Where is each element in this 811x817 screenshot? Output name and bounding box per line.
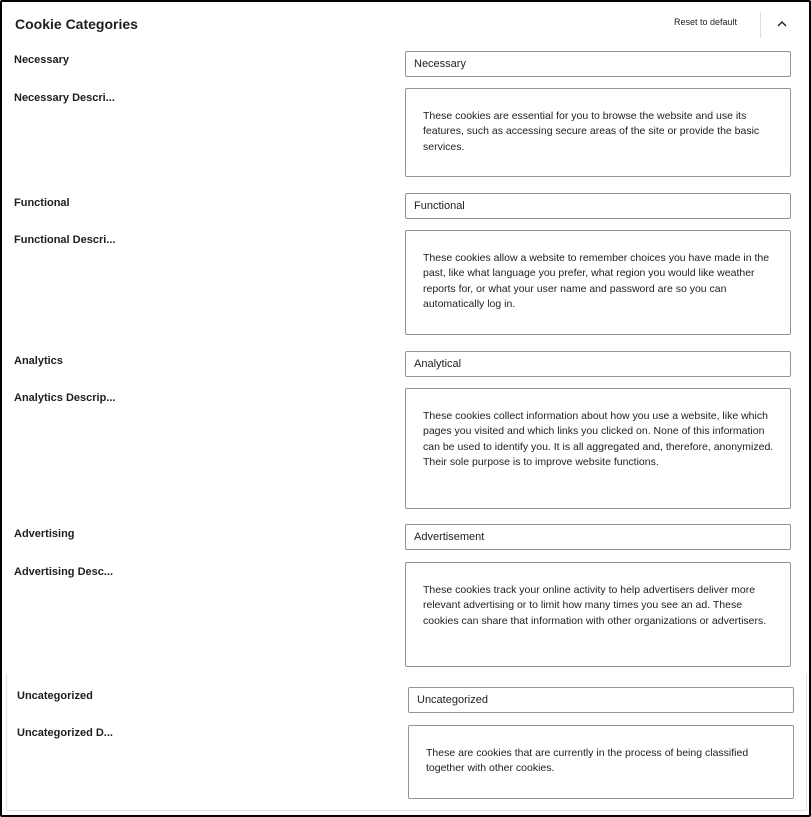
uncategorized-description-label: Uncategorized D... (17, 727, 113, 739)
uncategorized-name-input[interactable] (408, 687, 794, 713)
uncategorized-section (6, 674, 807, 811)
functional-name-input[interactable] (405, 193, 791, 219)
panel-title: Cookie Categories (15, 16, 138, 32)
necessary-label: Necessary (14, 54, 70, 66)
analytics-name-input[interactable] (405, 351, 791, 377)
collapse-button[interactable] (773, 14, 791, 34)
advertising-description-label: Advertising Desc... (14, 566, 114, 578)
header-divider (760, 12, 761, 38)
reset-to-default-button[interactable]: Reset to default (674, 17, 738, 27)
analytics-description-label: Analytics Descrip... (14, 392, 116, 404)
functional-description-textarea[interactable] (405, 230, 791, 335)
functional-description-label: Functional Descri... (14, 234, 116, 246)
uncategorized-label: Uncategorized (17, 690, 93, 702)
necessary-name-input[interactable] (405, 51, 791, 77)
advertising-description-textarea[interactable] (405, 562, 791, 667)
functional-label: Functional (14, 197, 70, 209)
necessary-description-label: Necessary Descri... (14, 92, 115, 104)
advertising-label: Advertising (14, 528, 75, 540)
advertising-name-input[interactable] (405, 524, 791, 550)
analytics-label: Analytics (14, 355, 63, 367)
analytics-description-textarea[interactable] (405, 388, 791, 509)
chevron-up-icon (776, 18, 788, 33)
cookie-categories-panel (2, 2, 807, 674)
necessary-description-textarea[interactable] (405, 88, 791, 177)
uncategorized-description-textarea[interactable] (408, 725, 794, 799)
